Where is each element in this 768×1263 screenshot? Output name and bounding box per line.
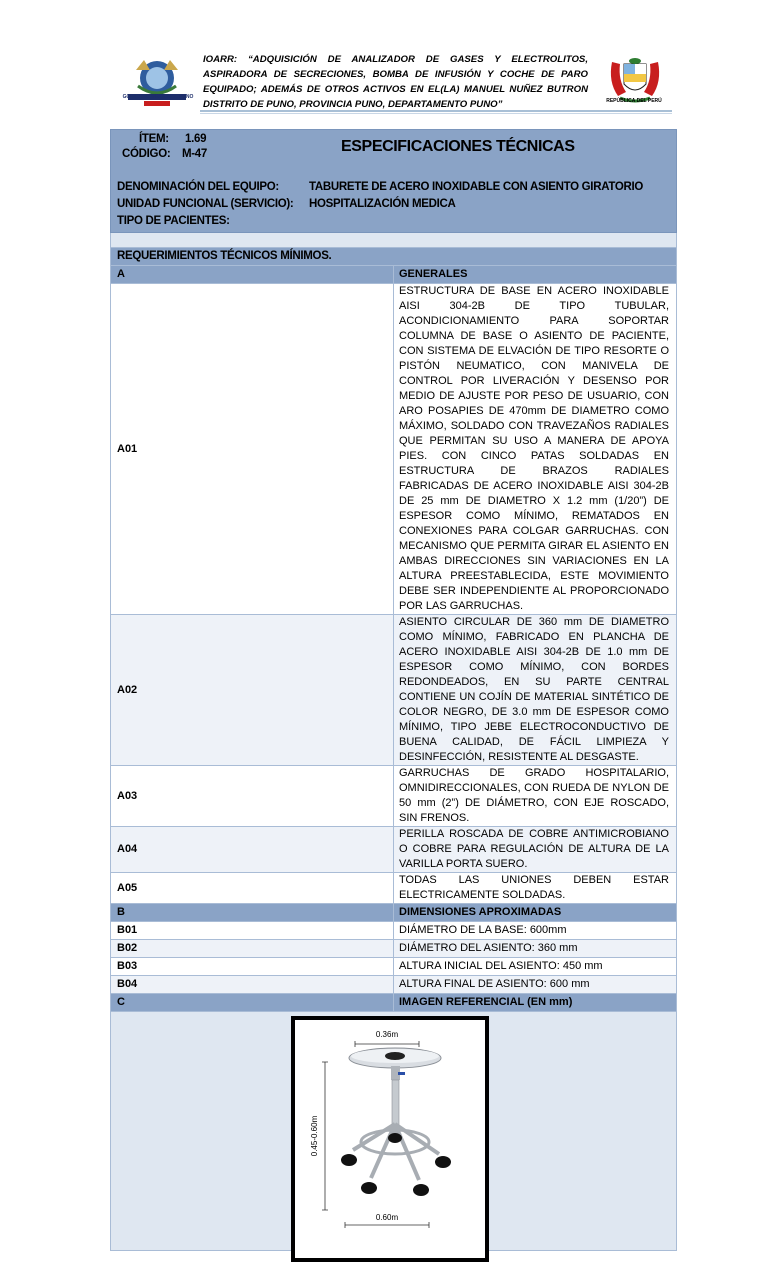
row-description: ASIENTO CIRCULAR DE 360 mm DE DIAMETRO COMO MÍNIMO, FABRICADO EN PLANCHA DE ACERO INOXIDABLE AISI 304-2B DE 1.0 mm DE ESPESOR COMO MÍNIMO, CON BORDES REDONDEADOS, EN SU PARTE CENTRAL CONTIENE UN COJÍN DE MATERIAL SINTÉTICO DE COLOR NEGRO, DE 3.0 mm DE ESPESOR COMO MÍNIMO, TIPO JEBE ELECTROCONDUCTIVO DE BUENA CALIDAD, DE FÁCIL LIMPIEZA Y DESINFECCIÓN, RESISTENTE AL DESGASTE. bbox=[394, 615, 677, 766]
table-row bbox=[111, 766, 677, 827]
row-description: ALTURA INICIAL DEL ASIENTO: 450 mm bbox=[394, 958, 677, 976]
specification-sheet bbox=[110, 129, 677, 1251]
row-code: A02 bbox=[111, 615, 394, 766]
reference-image-row bbox=[111, 1012, 677, 1251]
section-b-title: DIMENSIONES APROXIMADAS bbox=[394, 904, 677, 922]
row-code: A03 bbox=[111, 766, 394, 827]
row-description: ALTURA FINAL DE ASIENTO: 600 mm bbox=[394, 976, 677, 994]
project-title: IOARR: “ADQUISICIÓN DE ANALIZADOR DE GASES Y ELECTROLITOS, ASPIRADORA DE SECRECIONES, BOMBA DE INFUSIÓN Y COCHE DE PARO EQUIPADO; ADEMÁS DE OTROS ACTIVOS EN EL(LA) MANUEL NUÑEZ BUTRON DISTRITO DE PUNO, PROVINCIA PUNO, DEPARTAMENTO PUNO” bbox=[203, 54, 588, 110]
dim-side-label: 0.45-0.60m bbox=[310, 1115, 319, 1157]
document-header bbox=[0, 0, 768, 120]
stool-illustration bbox=[295, 1020, 485, 1258]
sheet-title: ESPECIFICACIONES TÉCNICAS bbox=[341, 138, 575, 155]
table-row bbox=[111, 976, 677, 994]
code-label: CÓDIGO: bbox=[122, 148, 171, 160]
left-logo-caption: GOBIERNO REGIONAL PUNO bbox=[122, 94, 194, 100]
section-c-code: C bbox=[111, 994, 394, 1012]
dim-bottom-label: 0.60m bbox=[375, 1213, 399, 1222]
section-a-title: GENERALES bbox=[394, 266, 677, 284]
reference-image-frame bbox=[291, 1016, 489, 1262]
denomination-value: TABURETE DE ACERO INOXIDABLE CON ASIENTO GIRATORIO bbox=[309, 181, 644, 193]
section-b-header bbox=[111, 904, 677, 922]
header-divider bbox=[200, 110, 672, 112]
table-row bbox=[111, 922, 677, 940]
functional-unit-label: UNIDAD FUNCIONAL (SERVICIO): bbox=[117, 198, 294, 210]
row-code: A01 bbox=[111, 284, 394, 615]
table-row bbox=[111, 827, 677, 873]
functional-unit-value: HOSPITALIZACIÓN MEDICA bbox=[309, 198, 456, 210]
section-b-code: B bbox=[111, 904, 394, 922]
row-description: TODAS LAS UNIONES DEBEN ESTAR ELECTRICAMENTE SOLDADAS. bbox=[394, 873, 677, 904]
table-row bbox=[111, 284, 677, 615]
regional-government-logo bbox=[122, 56, 192, 108]
row-code: B02 bbox=[111, 940, 394, 958]
row-description: PERILLA ROSCADA DE COBRE ANTIMICROBIANO O COBRE PARA REGULACIÓN DE ALTURA DE LA VARILLA PORTA SUERO. bbox=[394, 827, 677, 873]
patient-type-label: TIPO DE PACIENTES: bbox=[117, 215, 230, 227]
section-a-code: A bbox=[111, 266, 394, 284]
equipment-summary bbox=[110, 129, 677, 233]
table-row bbox=[111, 873, 677, 904]
section-c-header bbox=[111, 994, 677, 1012]
table-row bbox=[111, 615, 677, 766]
item-label: ÍTEM: bbox=[139, 133, 169, 145]
row-code: A05 bbox=[111, 873, 394, 904]
row-description: DIÁMETRO DE LA BASE: 600mm bbox=[394, 922, 677, 940]
table-row bbox=[111, 940, 677, 958]
row-description: DIÁMETRO DEL ASIENTO: 360 mm bbox=[394, 940, 677, 958]
requirements-header-row bbox=[111, 248, 677, 266]
row-code: A04 bbox=[111, 827, 394, 873]
requirements-table bbox=[110, 247, 677, 1251]
item-value: 1.69 bbox=[185, 133, 207, 145]
requirements-title: REQUERIMIENTOS TÉCNICOS MÍNIMOS. bbox=[111, 248, 677, 266]
dim-top-label: 0.36m bbox=[375, 1030, 399, 1039]
section-a-header bbox=[111, 266, 677, 284]
row-code: B03 bbox=[111, 958, 394, 976]
code-value: M-47 bbox=[182, 148, 208, 160]
denomination-label: DENOMINACIÓN DEL EQUIPO: bbox=[117, 181, 279, 193]
row-description: GARRUCHAS DE GRADO HOSPITALARIO, OMNIDIRECCIONALES, CON RUEDA DE NYLON DE 50 mm (2”) DE DIÁMETRO, CON EJE ROSCADO, SIN FRENOS. bbox=[394, 766, 677, 827]
spacer-row bbox=[110, 233, 677, 247]
section-c-title: IMAGEN REFERENCIAL (EN mm) bbox=[394, 994, 677, 1012]
header-divider-thin bbox=[200, 113, 672, 114]
row-code: B04 bbox=[111, 976, 394, 994]
right-logo-caption: REPÚBLICA DEL PERÚ bbox=[606, 98, 662, 104]
reference-image-cell bbox=[111, 1012, 677, 1251]
table-row bbox=[111, 958, 677, 976]
row-description: ESTRUCTURA DE BASE EN ACERO INOXIDABLE AISI 304-2B DE TIPO TUBULAR, ACONDICIONAMIENTO PARA SOPORTAR COLUMNA DE BASE O ASIENTO DE PACIENTE, CON SISTEMA DE ELVACIÓN DE TIPO RESORTE O PISTÓN NEUMATICO, CON MANIVELA DE CONTROL POR LIVERACIÓN Y DESENSO POR MEDIO DE AJUSTE POR PESO DE USUARIO, CON ARO POSAPIES DE 470mm DE DIAMETRO COMO MÁXIMO, SOLDADO CON TRAVEZAÑOS RADIALES QUE PERMITAN SU USO A MANERA DE APOYA PIES. CON CINCO PATAS SOLDADAS EN ESTRUCTURA DE BRAZOS RADIALES FABRICADAS DE ACERO INOXIDABLE AISI 304-2B DE 25 mm DE DIAMETRO X 1.2 mm (1/20”) DE ESPESOR COMO MÍNIMO, REMATADOS EN CONEXIONES PARA COLGAR GARRUCHAS. CON MECANISMO QUE PERMITA GIRAR EL ASIENTO EN AMBAS DIRECCIONES SIN VARIACIONES EN LA ALTURA PREESTABLECIDA, ESTE MOVIMIENTO DEBE SER INDEPENDIENTE AL PROPORCIONADO POR LAS GARRUCHAS. bbox=[394, 284, 677, 615]
row-code: B01 bbox=[111, 922, 394, 940]
